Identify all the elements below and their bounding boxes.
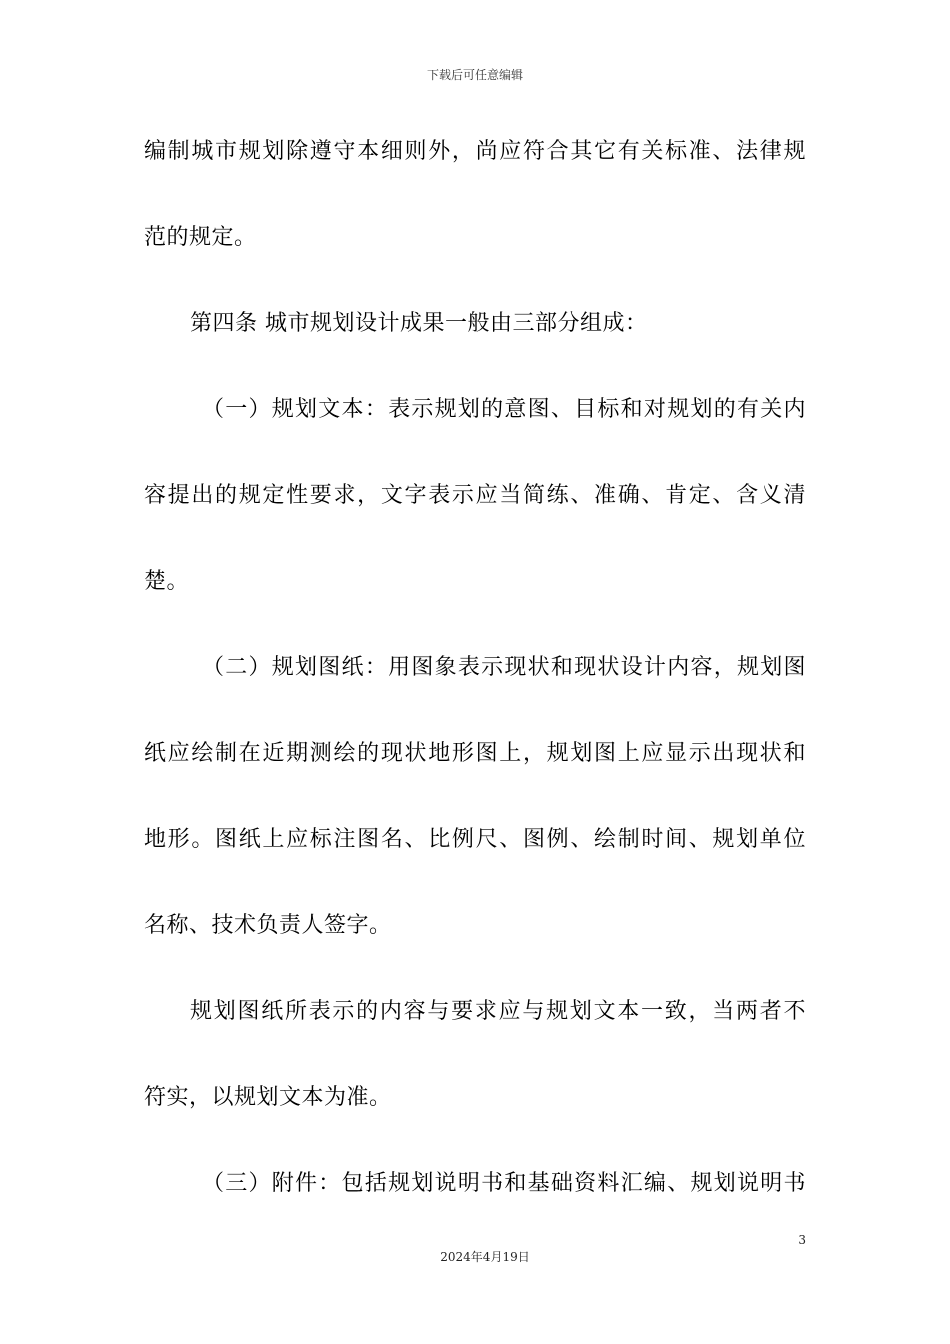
paragraph-line: （一）规划文本：表示规划的意图、目标和对规划的有关内 xyxy=(202,397,806,422)
article-heading: 第四条 城市规划设计成果一般由三部分组成： xyxy=(190,311,648,336)
page-number: 3 xyxy=(798,1233,806,1247)
paragraph-line: 纸应绘制在近期测绘的现状地形图上，规划图上应显示出现状和 xyxy=(144,741,806,766)
document-body xyxy=(144,126,806,1244)
page-header: 下载后可任意编辑 xyxy=(426,68,523,82)
paragraph-line: 楚。 xyxy=(144,569,190,594)
paragraph-line: 符实，以规划文本为准。 xyxy=(144,1085,392,1110)
paragraph-line: 名称、技术负责人签字。 xyxy=(144,913,392,938)
paragraph-line: 地形。图纸上应标注图名、比例尺、图例、绘制时间、规划单位 xyxy=(144,827,806,852)
paragraph-line: 容提出的规定性要求，文字表示应当简练、准确、肯定、含义清 xyxy=(144,483,806,508)
paragraph-line: 规划图纸所表示的内容与要求应与规划文本一致，当两者不 xyxy=(190,999,806,1024)
paragraph-line: 范的规定。 xyxy=(144,225,257,250)
paragraph-line: （三）附件：包括规划说明书和基础资料汇编、规划说明书 xyxy=(202,1171,806,1196)
footer-date: 2024年4月19日 xyxy=(440,1250,530,1264)
paragraph-line: 编制城市规划除遵守本细则外，尚应符合其它有关标准、法律规 xyxy=(144,139,806,164)
paragraph-line: （二）规划图纸：用图象表示现状和现状设计内容，规划图 xyxy=(202,655,806,680)
